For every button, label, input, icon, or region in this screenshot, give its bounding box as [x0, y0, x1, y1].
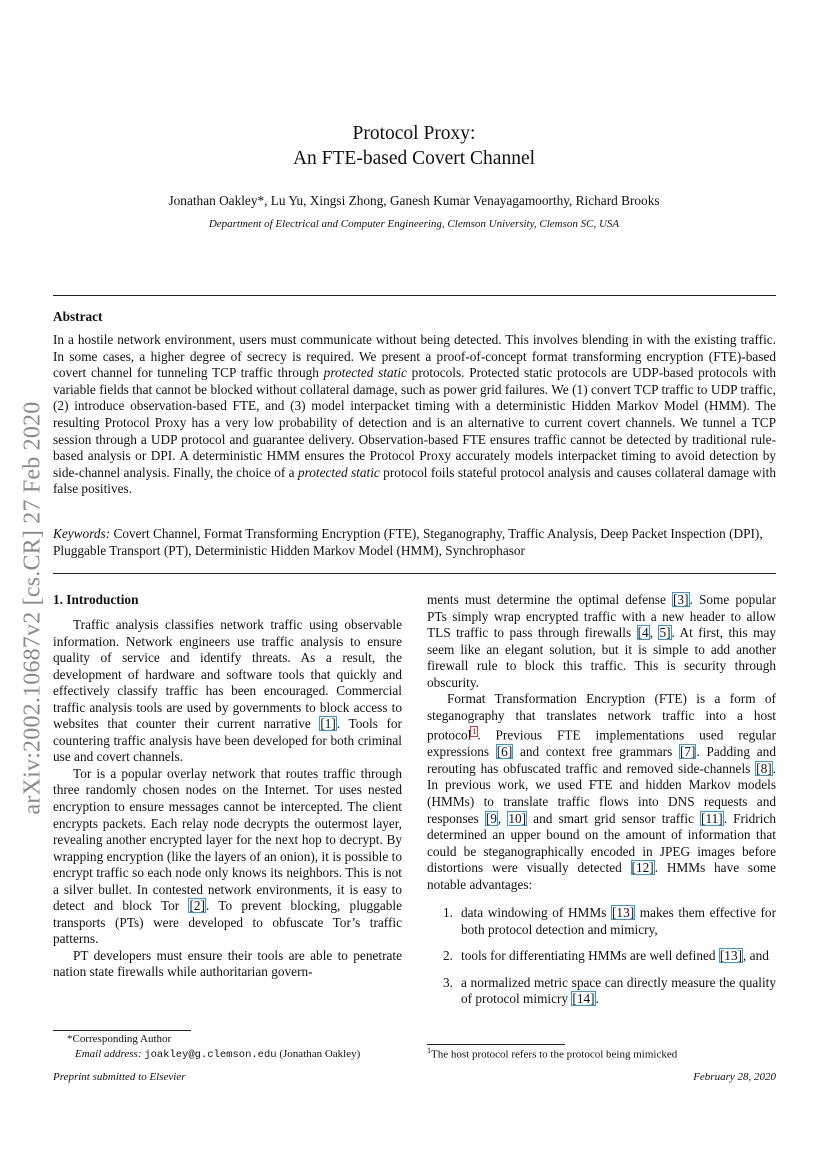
intro-paragraph-1: Traffic analysis classifies network traffic using observable information. Network engineers use traffic analysis to ensure quality of service and identify threats. As a result, the development of hardware and software tools that quickly and effectively classify traffic has been encouraged. Commercial traffic analysis tools are used by governments to block access to websites that counter their current narrative [1]. Tools for countering traffic analysis have been developed for both criminal use and covert channels. [53, 617, 402, 765]
intro-paragraph-2: Tor is a popular overlay network that routes traffic through three randomly chosen nodes on the Internet. Tor uses nested encryption to ensure messages cannot be intercepted. The client encrypts packets. Each relay node decrypts the outermost layer, revealing another encrypted layer for the next hop to decrypt. By wrapping encryption (like the layers of an onion), it is possible to encrypt traffic so each node only knows its neighbors. This is not a silver bullet. In contested network environments, it is easy to detect and block Tor [2]. To prevent blocking, pluggable transports (PTs) were developed to obfuscate Tor’s traffic patterns. [53, 765, 402, 947]
intro-paragraph-4: Format Transformation Encryption (FTE) is a form of steganography that translates network traffic into a host protocol$^1$. Previous FTE implementations used regular expressions [6] and context free grammars [7]. Padding and rerouting has obfuscated traffic and removed side-channels [8]. In previous work, we used FTE and hidden Markov models (HMMs) to translate traffic flows into DNS requests and responses [9, 10] and smart grid sensor traffic [11]. Fridrich determined an upper bound on the amount of information that could be steganographically encoded in JPEG images before distortions were visually detected [12]. HMMs have some notable advantages: [427, 691, 776, 892]
hmm-advantages-list [427, 905, 776, 1008]
abstract-top-rule [53, 295, 776, 296]
citation-link-3[interactable]: [3] [673, 592, 689, 607]
abstract-emphasis-1: protected static [323, 365, 407, 381]
abstract-bottom-rule [53, 573, 776, 574]
email-line: Email address: joakley@g.clemson.edu (Jonathan Oakley) [75, 1048, 361, 1061]
list-item: 3. a normalized metric space can directly measure the quality of protocol mimicry [14]. [443, 974, 776, 1007]
keywords-text: Covert Channel, Format Transforming Encryption (FTE), Steganography, Traffic Analysis, Deep Packet Inspection (DPI), Pluggable Transport (PT), Deterministic Hidden Markov Model (HMM), Synchrophasor [53, 526, 763, 558]
citation-link-8[interactable]: [8] [756, 760, 772, 776]
affiliation: Department of Electrical and Computer Engineering, Clemson University, Clemson SC, USA [208, 218, 620, 230]
citation-link-6[interactable]: [6] [496, 744, 513, 760]
footer-preprint-note: Preprint submitted to Elsevier [53, 1071, 186, 1083]
arxiv-identifier [18, 363, 48, 853]
citation-link-13b[interactable]: [13] [719, 948, 743, 964]
abstract-emphasis-2: protected static [297, 464, 380, 480]
citation-link-7[interactable]: [7] [679, 744, 696, 760]
citation-link-4[interactable]: [4 [637, 625, 649, 641]
section-heading-introduction: 1. Introduction [53, 592, 139, 607]
right-column [427, 592, 776, 1018]
footnote-1: $^1$The host protocol refers to the protocol being mimicked [427, 1046, 678, 1061]
corresponding-author-note: *Corresponding Author [67, 1033, 172, 1045]
citation-link-13[interactable]: [13] [612, 905, 635, 921]
paper-title-line-2: An FTE-based Covert Channel [292, 148, 536, 169]
paper-title-line-1: Protocol Proxy: [352, 123, 476, 144]
keywords-label: Keywords: [53, 526, 111, 541]
intro-paragraph-3-cont: ments must determine the optimal defense [3]. Some popular PTs simply wrap encrypted traffic with a new header to allow TLS traffic to pass through firewalls [4, 5]. At first, this may seem like an elegant solution, but it is simple to add another firewall rule to block this traffic. This is security through obscurity. [427, 592, 776, 690]
footnote-marker-1[interactable]: 1 [472, 727, 477, 737]
citation-link-2[interactable]: [2] [189, 898, 205, 914]
footnote-rule-left [53, 1030, 191, 1031]
list-item: 2. tools for differentiating HMMs are well defined [13], and [443, 948, 769, 964]
email-link[interactable]: joakley@g.clemson.edu [144, 1049, 277, 1061]
citation-link-5[interactable]: 5] [659, 625, 671, 641]
citation-link-9[interactable]: [9 [485, 810, 497, 826]
citation-link-1[interactable]: [1] [320, 716, 336, 732]
citation-link-14[interactable]: [14] [572, 991, 595, 1007]
left-column [53, 592, 402, 981]
citation-link-11[interactable]: [11] [701, 810, 723, 826]
abstract-body: In a hostile network environment, users must communicate without being detected. This involves blending in with the existing traffic. In some cases, a higher degree of secrecy is required. We present a proof-of-concept format transforming encryption (FTE)-based covert channel for tunneling TCP traffic through protected static protocols. Protected static protocols are UDP-based protocols with variable fields that cannot be blocked without collateral damage, such as power grid failures. We (1) convert TCP traffic to UDP traffic, (2) introduce observation-based FTE, and (3) model interpacket timing with a deterministic Hidden Markov Model (HMM). The resulting Protocol Proxy has a very low probability of detection and is an alternative to current covert channels. We tunnel a TCP session through a UDP protocol and guarantee delivery. Observation-based FTE ensures traffic cannot be detected by traditional rule-based analysis or DPI. A deterministic HMM ensures the Protocol Proxy accurately models interpacket timing to avoid detection by side-channel analysis. Finally, the choice of a protected static protocol foils stateful protocol analysis and causes collateral damage with false positives. [53, 332, 777, 497]
footer-date: February 28, 2020 [693, 1071, 776, 1083]
footnote-rule-right [427, 1044, 565, 1045]
keywords [53, 526, 776, 559]
abstract-heading: Abstract [53, 309, 103, 324]
list-item: 1. data windowing of HMMs [13] makes them effective for both protocol detection and mimicry, [443, 905, 776, 937]
citation-link-12[interactable]: [12] [631, 860, 654, 876]
arxiv-identifier-text: arXiv:2002.10687v2 [cs.CR] 27 Feb 2020 [19, 401, 46, 815]
footnote-corresponding [53, 1032, 360, 1063]
author-list: Jonathan Oakley*, Lu Yu, Xingsi Zhong, Ganesh Kumar Venayagamoorthy, Richard Brooks [168, 193, 660, 208]
intro-paragraph-3: PT developers must ensure their tools are able to penetrate nation state firewalls while authoritarian govern- [53, 947, 402, 980]
citation-link-10[interactable]: 10] [508, 810, 527, 826]
